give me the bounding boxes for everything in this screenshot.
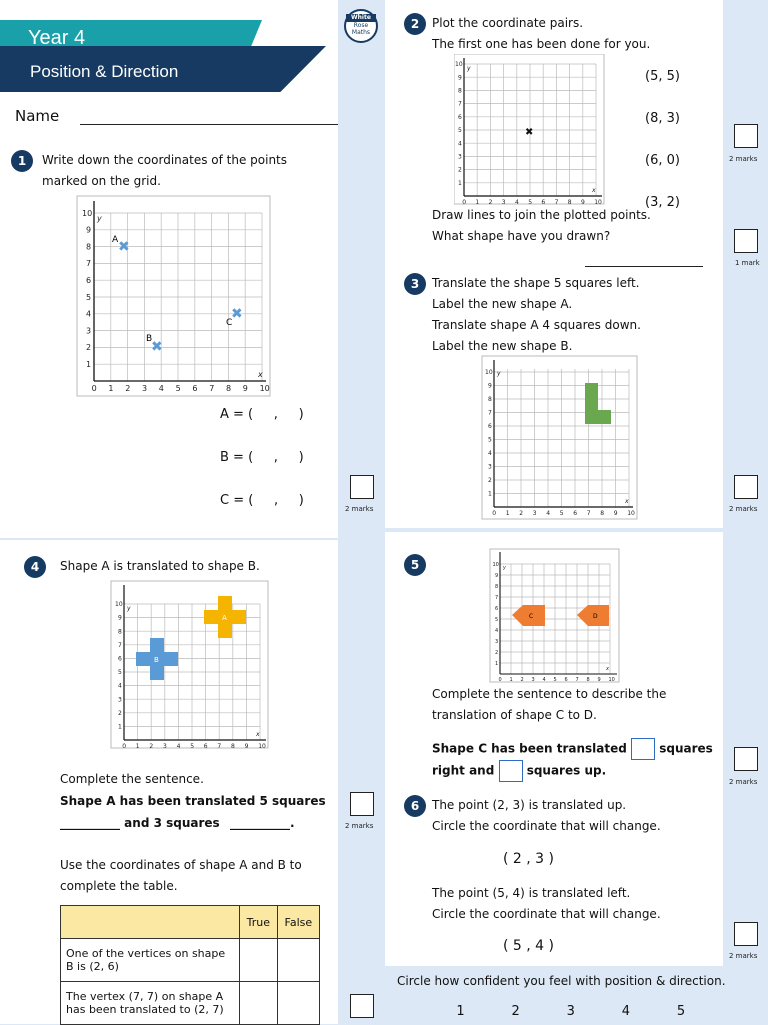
q3-mark-box[interactable] (734, 475, 758, 499)
q2-pairs (645, 56, 680, 224)
white-rose-logo (344, 9, 378, 43)
q5-answer-box-right[interactable] (631, 738, 655, 760)
x-tick-label: 10 (608, 677, 615, 683)
x-tick-label: 0 (462, 199, 467, 206)
q2-pair-1: (5, 5) (645, 69, 680, 84)
table-header-blank (61, 906, 240, 939)
q4-sentence-2a[interactable]: __________ and 3 squares (60, 816, 220, 830)
x-tick-label: 1 (475, 199, 480, 206)
y-tick-label: 10 (492, 561, 499, 568)
x-tick-label: 8 (567, 199, 572, 206)
x-axis-label: x (256, 731, 260, 738)
y-tick-label: 10 (115, 601, 123, 609)
x-tick-label: 8 (586, 677, 590, 683)
y-axis-label: y (503, 565, 506, 571)
q2-line1: Plot the coordinate pairs. (432, 16, 584, 30)
q6-coordinate-2[interactable]: ( 5 , 4 ) (503, 938, 554, 954)
q6-line1: The point (2, 3) is translated up. (432, 798, 627, 812)
table-header-row (61, 906, 320, 939)
y-tick-label: 10 (82, 208, 93, 218)
y-tick-label: 2 (86, 343, 92, 353)
table-row-1-false-cell[interactable] (277, 939, 319, 982)
x-tick-label: 4 (176, 743, 181, 750)
x-tick-label: 4 (542, 677, 546, 683)
y-tick-label: 4 (458, 140, 462, 148)
q4-table-intro-2: complete the table. (60, 879, 178, 893)
q4-grid (110, 580, 270, 750)
row1-line1: One of the vertices on shape (66, 947, 226, 960)
x-tick-label: 2 (520, 677, 524, 683)
x-axis-label: x (625, 498, 629, 505)
confidence-scale (435, 1004, 707, 1019)
y-tick-label: 8 (495, 583, 499, 590)
y-tick-label: 6 (458, 113, 462, 121)
q5-sentence-line1 (432, 738, 713, 760)
q3-grid (481, 355, 639, 521)
x-tick-label: 0 (492, 510, 497, 517)
y-tick-label: 8 (488, 396, 492, 404)
q4-sentence-1: Shape A has been translated 5 squares (60, 794, 326, 808)
q6-instruction-1 (432, 795, 661, 837)
x-tick-label: 2 (488, 199, 493, 206)
y-tick-label: 3 (495, 638, 499, 645)
q1-mark-b: ✖ (151, 339, 163, 355)
q3-line1: Translate the shape 5 squares left. (432, 276, 640, 290)
y-tick-label: 7 (495, 594, 499, 601)
x-tick-label: 6 (564, 677, 568, 683)
table-header-false: False (277, 906, 319, 939)
q2-line2: The first one has been done for you. (432, 37, 651, 51)
y-tick-label: 7 (118, 641, 122, 649)
q3-line4: Label the new shape B. (432, 339, 573, 353)
q1-instruction (42, 150, 287, 192)
name-label: Name (15, 107, 60, 125)
y-tick-label: 3 (488, 463, 492, 471)
y-tick-label: 2 (458, 166, 462, 174)
y-tick-label: 5 (86, 292, 92, 302)
q3-marks-label: 2 marks (729, 505, 758, 513)
q2-marks-label-2: 1 mark (735, 259, 760, 267)
x-tick-label: 10 (259, 384, 270, 393)
q2-plotted-point: ✖ (525, 127, 534, 138)
x-tick-label: 9 (581, 199, 585, 206)
x-tick-label: 3 (531, 677, 535, 683)
table-row (61, 939, 320, 982)
question-5-number: 5 (404, 554, 426, 576)
y-tick-label: 1 (458, 179, 462, 187)
x-tick-label: 6 (541, 199, 546, 206)
q2-pair-4: (3, 2) (645, 195, 680, 210)
q6-line4: Circle the coordinate that will change. (432, 907, 661, 921)
q2-instruction-2 (432, 205, 651, 247)
y-tick-label: 5 (488, 436, 492, 444)
q5-grid (489, 548, 621, 684)
x-tick-label: 8 (600, 510, 605, 517)
q4-sentence-2b[interactable]: __________. (230, 816, 295, 830)
y-tick-label: 6 (86, 276, 92, 285)
x-axis-label: x (258, 370, 263, 379)
q2-line3: Draw lines to join the plotted points. (432, 208, 651, 222)
q2-instruction (432, 13, 650, 55)
y-tick-label: 2 (495, 649, 499, 656)
q1-marks-label: 2 marks (345, 505, 374, 513)
q5-line2: translation of shape C to D. (432, 708, 597, 722)
q4-table-intro (60, 855, 302, 897)
x-tick-label: 10 (594, 199, 602, 206)
y-tick-label: 9 (458, 74, 462, 82)
q6-line2: Circle the coordinate that will change. (432, 819, 661, 833)
y-tick-label: 4 (488, 450, 492, 458)
y-tick-label: 8 (458, 87, 462, 95)
x-tick-label: 0 (498, 677, 502, 683)
y-tick-label: 4 (118, 682, 122, 690)
x-tick-label: 7 (209, 384, 215, 393)
table-row-2-true-cell[interactable] (240, 982, 278, 1025)
y-tick-label: 7 (86, 259, 92, 269)
y-tick-label: 6 (495, 605, 499, 612)
y-tick-label: 7 (488, 409, 492, 417)
x-tick-label: 9 (244, 743, 249, 750)
question-1-number: 1 (11, 150, 33, 172)
confidence-5[interactable]: 5 (676, 1004, 686, 1019)
row2-line1: The vertex (7, 7) on shape A (66, 990, 224, 1003)
q1-line2: marked on the grid. (42, 174, 161, 188)
x-tick-label: 2 (519, 510, 524, 517)
confidence-4[interactable]: 4 (621, 1004, 631, 1019)
q4-mark-box-1[interactable] (350, 792, 374, 816)
q4-intro: Shape A is translated to shape B. (60, 559, 260, 573)
confidence-1[interactable]: 1 (456, 1004, 465, 1019)
q5-line1: Complete the sentence to describe the (432, 687, 667, 701)
year-title: Year 4 (28, 27, 86, 49)
y-tick-label: 9 (488, 382, 492, 390)
q5-marks-label: 2 marks (729, 778, 758, 786)
q2-mark-box-2[interactable] (734, 229, 758, 253)
q4-complete: Complete the sentence. (60, 772, 204, 786)
x-tick-label: 4 (515, 199, 519, 206)
q2-pair-3: (6, 0) (645, 153, 680, 168)
x-tick-label: 2 (149, 743, 154, 750)
q4-table-intro-1: Use the coordinates of shape A and B to (60, 858, 302, 872)
y-axis-label: y (97, 214, 102, 223)
x-tick-label: 4 (546, 510, 551, 517)
q5-sentence-1a: Shape C has been translated (432, 741, 627, 756)
x-tick-label: 4 (158, 384, 164, 393)
q2-line4: What shape have you drawn? (432, 229, 611, 243)
x-tick-label: 7 (575, 677, 579, 683)
y-tick-label: 4 (495, 627, 499, 634)
table-header-true: True (240, 906, 278, 939)
x-tick-label: 1 (505, 510, 510, 517)
y-tick-label: 3 (86, 326, 92, 336)
question-2-number: 2 (404, 13, 426, 35)
q3-instruction (432, 273, 641, 357)
y-tick-label: 2 (488, 477, 492, 485)
q4-label-b: B (154, 656, 159, 664)
q2-pair-2: (8, 3) (645, 111, 680, 126)
table-row (61, 982, 320, 1025)
name-line[interactable] (80, 124, 338, 125)
x-tick-label: 3 (163, 743, 167, 750)
x-tick-label: 10 (627, 510, 635, 517)
confidence-label: Circle how confident you feel with position & direction. (397, 974, 726, 988)
y-tick-label: 2 (118, 709, 122, 717)
q2-answer-line[interactable] (585, 266, 703, 267)
q4-marks-label: 2 marks (345, 822, 374, 830)
y-tick-label: 9 (86, 225, 92, 235)
y-tick-label: 6 (488, 423, 492, 431)
confidence-3[interactable]: 3 (566, 1004, 575, 1019)
table-row-1-statement (61, 939, 240, 982)
y-tick-label: 9 (495, 572, 499, 579)
x-tick-label: 9 (597, 677, 601, 683)
y-tick-label: 3 (458, 153, 462, 161)
q5-sentence-1b: squares (659, 741, 713, 756)
x-tick-label: 1 (135, 743, 140, 750)
q5-instruction (432, 684, 666, 726)
table-row-1-true-cell[interactable] (240, 939, 278, 982)
x-tick-label: 2 (125, 384, 131, 393)
x-tick-label: 3 (501, 199, 506, 206)
q1-answer-b[interactable]: B = ( , ) (220, 450, 304, 465)
x-tick-label: 10 (258, 743, 266, 750)
table-row-2-false-cell[interactable] (277, 982, 319, 1025)
question-6-number: 6 (404, 795, 426, 817)
table-row-2-statement (61, 982, 240, 1025)
x-tick-label: 7 (554, 199, 559, 206)
y-tick-label: 5 (495, 616, 499, 623)
question-4-number: 4 (24, 556, 46, 578)
y-tick-label: 6 (118, 655, 122, 663)
y-tick-label: 3 (118, 696, 122, 704)
q2-mark-box-1[interactable] (734, 124, 758, 148)
x-tick-label: 1 (108, 384, 114, 393)
q1-label-a: A (112, 235, 119, 245)
question-3-number: 3 (404, 273, 426, 295)
q2-grid (454, 54, 606, 206)
logo-line2: Rose (353, 22, 369, 29)
x-tick-label: 5 (528, 199, 533, 206)
y-tick-label: 8 (118, 628, 122, 636)
logo-line1: White (346, 14, 376, 22)
q1-label-b: B (146, 334, 153, 344)
q1-mark-a: ✖ (118, 239, 130, 255)
y-tick-label: 4 (86, 309, 92, 319)
x-axis-label: x (592, 187, 596, 194)
q2-marks-label-1: 2 marks (729, 155, 758, 163)
y-tick-label: 1 (86, 360, 92, 369)
x-tick-label: 5 (175, 384, 181, 393)
q6-coordinate-1[interactable]: ( 2 , 3 ) (503, 851, 554, 867)
y-tick-label: 9 (118, 614, 122, 622)
y-axis-label: y (497, 370, 501, 377)
q3-line3: Translate shape A 4 squares down. (432, 318, 641, 332)
q3-line2: Label the new shape A. (432, 297, 573, 311)
q4-mark-box-2[interactable] (350, 994, 374, 1018)
q1-answer-c[interactable]: C = ( , ) (220, 493, 304, 508)
x-tick-label: 1 (509, 677, 513, 683)
x-tick-label: 7 (586, 510, 591, 517)
q4-label-a: A (222, 614, 227, 622)
row2-line2: has been translated to (2, 7) (66, 1003, 224, 1016)
true-false-table (60, 905, 320, 1025)
q6-mark-box[interactable] (734, 922, 758, 946)
q1-answer-a[interactable]: A = ( , ) (220, 407, 304, 422)
x-axis-label: x (606, 666, 609, 672)
q1-line1: Write down the coordinates of the points (42, 153, 288, 167)
y-axis-label: y (467, 65, 471, 72)
q5-sentence-line2 (432, 760, 606, 782)
x-tick-label: 5 (190, 743, 195, 750)
q5-sentence-2b: squares up. (526, 763, 607, 778)
x-tick-label: 3 (142, 384, 148, 393)
y-tick-label: 1 (495, 660, 499, 667)
x-tick-label: 6 (203, 743, 208, 750)
q1-mark-c: ✖ (231, 306, 243, 322)
y-tick-label: 7 (458, 100, 462, 108)
y-tick-label: 5 (118, 669, 122, 677)
x-tick-label: 3 (532, 510, 537, 517)
y-axis-label: y (127, 605, 131, 612)
x-tick-label: 8 (226, 384, 232, 393)
y-tick-label: 1 (488, 490, 492, 498)
x-tick-label: 7 (217, 743, 222, 750)
q1-mark-box[interactable] (350, 475, 374, 499)
x-tick-label: 5 (559, 510, 564, 517)
logo-line3: Maths (351, 29, 371, 36)
confidence-2[interactable]: 2 (511, 1004, 520, 1019)
x-tick-label: 0 (91, 384, 97, 393)
y-tick-label: 10 (455, 61, 463, 69)
x-tick-label: 9 (613, 510, 618, 517)
q5-answer-box-up[interactable] (499, 760, 523, 782)
x-tick-label: 9 (242, 384, 248, 393)
q5-label-d: D (593, 613, 598, 620)
y-tick-label: 1 (118, 723, 122, 731)
q5-label-c: C (529, 613, 534, 620)
q1-grid (76, 195, 272, 397)
x-tick-label: 6 (192, 384, 198, 393)
x-tick-label: 6 (573, 510, 578, 517)
y-tick-label: 10 (485, 369, 493, 377)
x-tick-label: 5 (553, 677, 557, 683)
q6-marks-label: 2 marks (729, 952, 758, 960)
q1-label-c: C (226, 318, 233, 328)
q6-line3: The point (5, 4) is translated left. (432, 886, 631, 900)
y-tick-label: 8 (86, 242, 92, 252)
x-tick-label: 0 (122, 743, 127, 750)
topic-title: Position & Direction (30, 62, 179, 81)
y-tick-label: 5 (458, 127, 462, 135)
row1-line2: B is (2, 6) (66, 960, 119, 973)
x-tick-label: 8 (231, 743, 235, 750)
q5-mark-box[interactable] (734, 747, 758, 771)
q6-instruction-2 (432, 883, 661, 925)
q5-sentence-2a: right and (432, 763, 495, 778)
